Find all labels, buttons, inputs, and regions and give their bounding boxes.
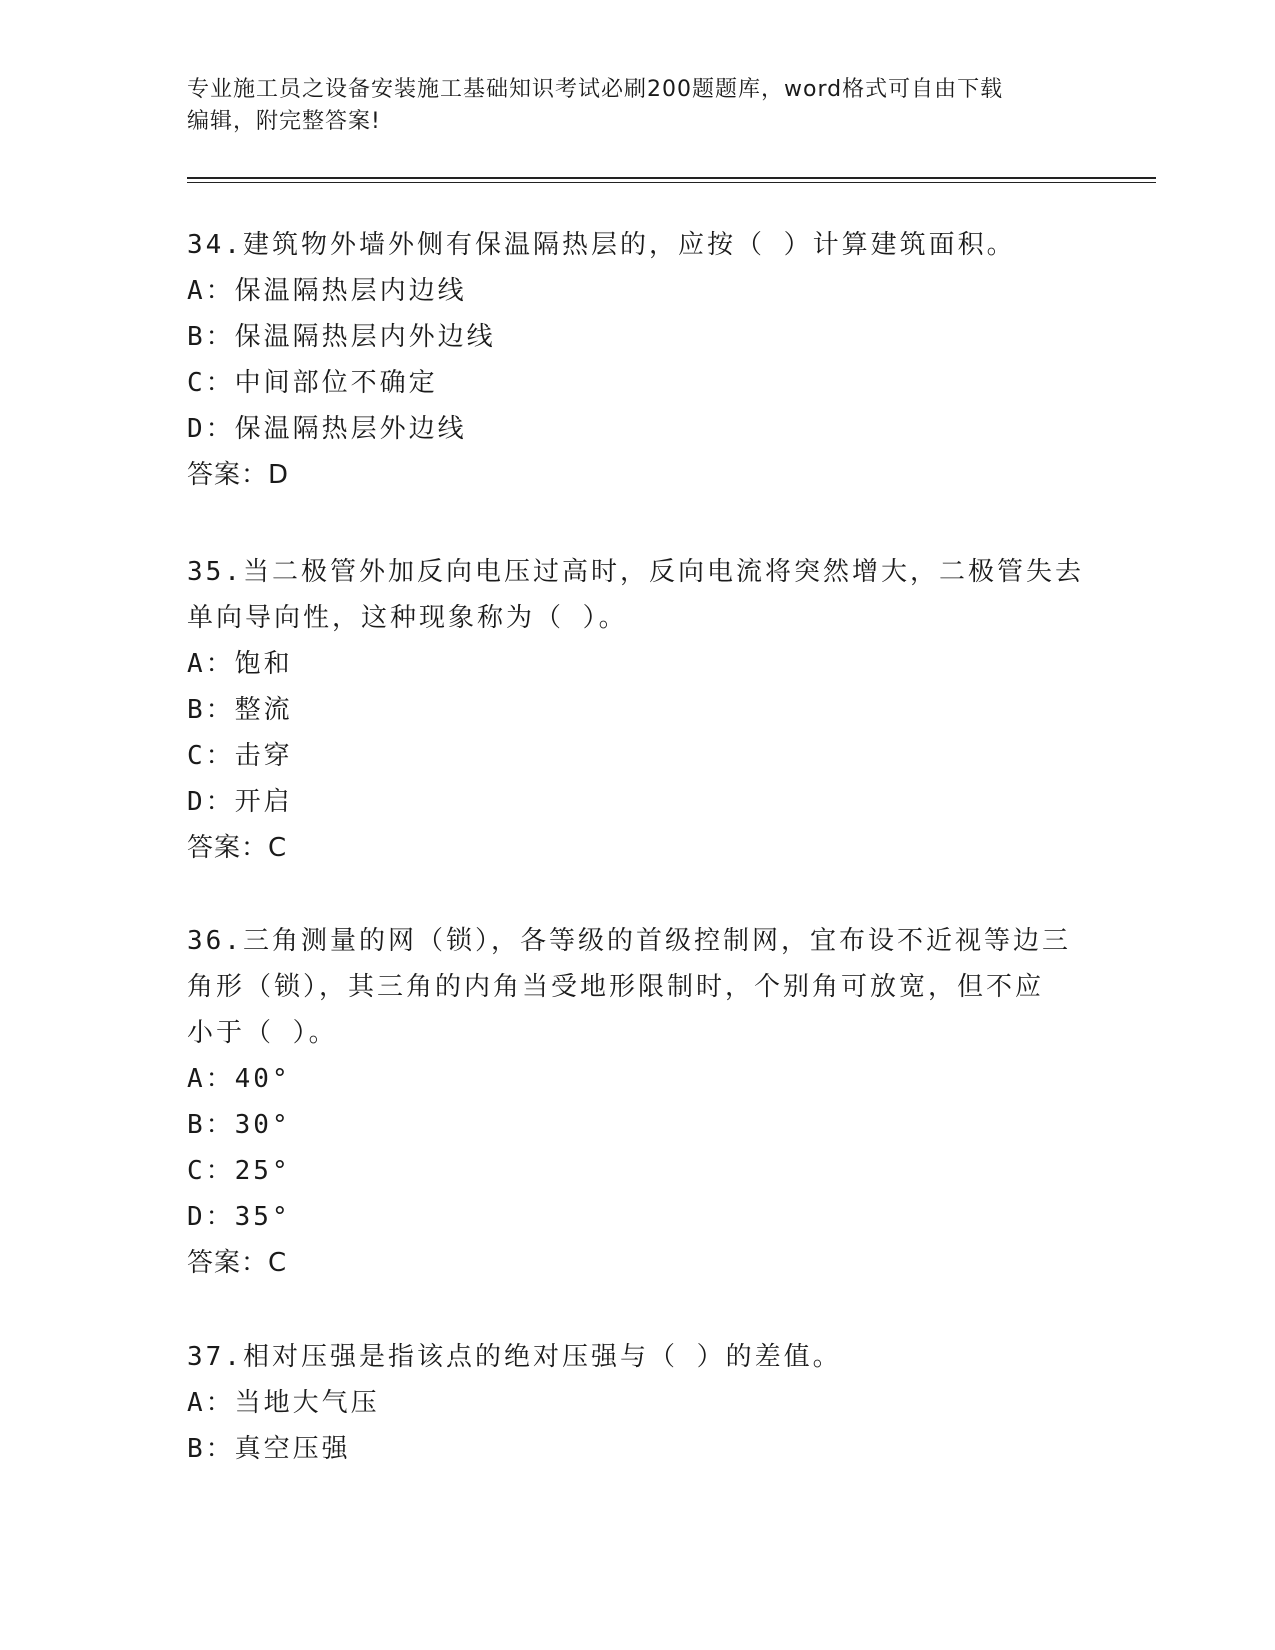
option-c: C：25° <box>187 1156 291 1186</box>
option-b: B：整流 <box>187 695 293 725</box>
option-d: D：35° <box>187 1202 291 1232</box>
answer: 答案：D <box>187 460 290 490</box>
header-line-2: 编辑，附完整答案! <box>187 109 381 134</box>
question-37 <box>187 1334 1087 1472</box>
question-34 <box>187 222 1087 498</box>
question-stem-continued: 小于（ ）。 <box>187 1018 338 1048</box>
header-line-1: 专业施工员之设备安装施工基础知识考试必刷200题题库，word格式可自由下载 <box>187 77 1004 102</box>
option-d: D：开启 <box>187 787 293 817</box>
question-stem-continued: 单向导向性，这种现象称为（ ）。 <box>187 603 628 633</box>
option-a: A：饱和 <box>187 649 293 679</box>
option-b: B：保温隔热层内外边线 <box>187 322 496 352</box>
option-b: B：30° <box>187 1110 291 1140</box>
option-a: A：保温隔热层内边线 <box>187 276 467 306</box>
question-stem: 34.建筑物外墙外侧有保温隔热层的，应按（ ）计算建筑面积。 <box>187 230 1016 260</box>
header-divider-thick <box>187 177 1156 179</box>
answer: 答案：C <box>187 1248 288 1278</box>
header-divider-thin <box>187 182 1156 183</box>
question-stem: 36.三角测量的网（锁），各等级的首级控制网，宜布设不近视等边三 <box>187 926 1071 956</box>
document-header <box>187 74 1067 138</box>
question-35 <box>187 549 1087 871</box>
question-36 <box>187 918 1087 1286</box>
option-c: C：击穿 <box>187 741 293 771</box>
question-stem-continued: 角形（锁），其三角的内角当受地形限制时，个别角可放宽，但不应 <box>187 972 1045 1002</box>
question-stem: 35.当二极管外加反向电压过高时，反向电流将突然增大，二极管失去 <box>187 557 1084 587</box>
question-stem: 37.相对压强是指该点的绝对压强与（ ）的差值。 <box>187 1342 842 1372</box>
option-a: A：当地大气压 <box>187 1388 380 1418</box>
option-b: B：真空压强 <box>187 1434 351 1464</box>
answer: 答案：C <box>187 833 288 863</box>
option-d: D：保温隔热层外边线 <box>187 414 467 444</box>
option-a: A：40° <box>187 1064 291 1094</box>
option-c: C：中间部位不确定 <box>187 368 438 398</box>
